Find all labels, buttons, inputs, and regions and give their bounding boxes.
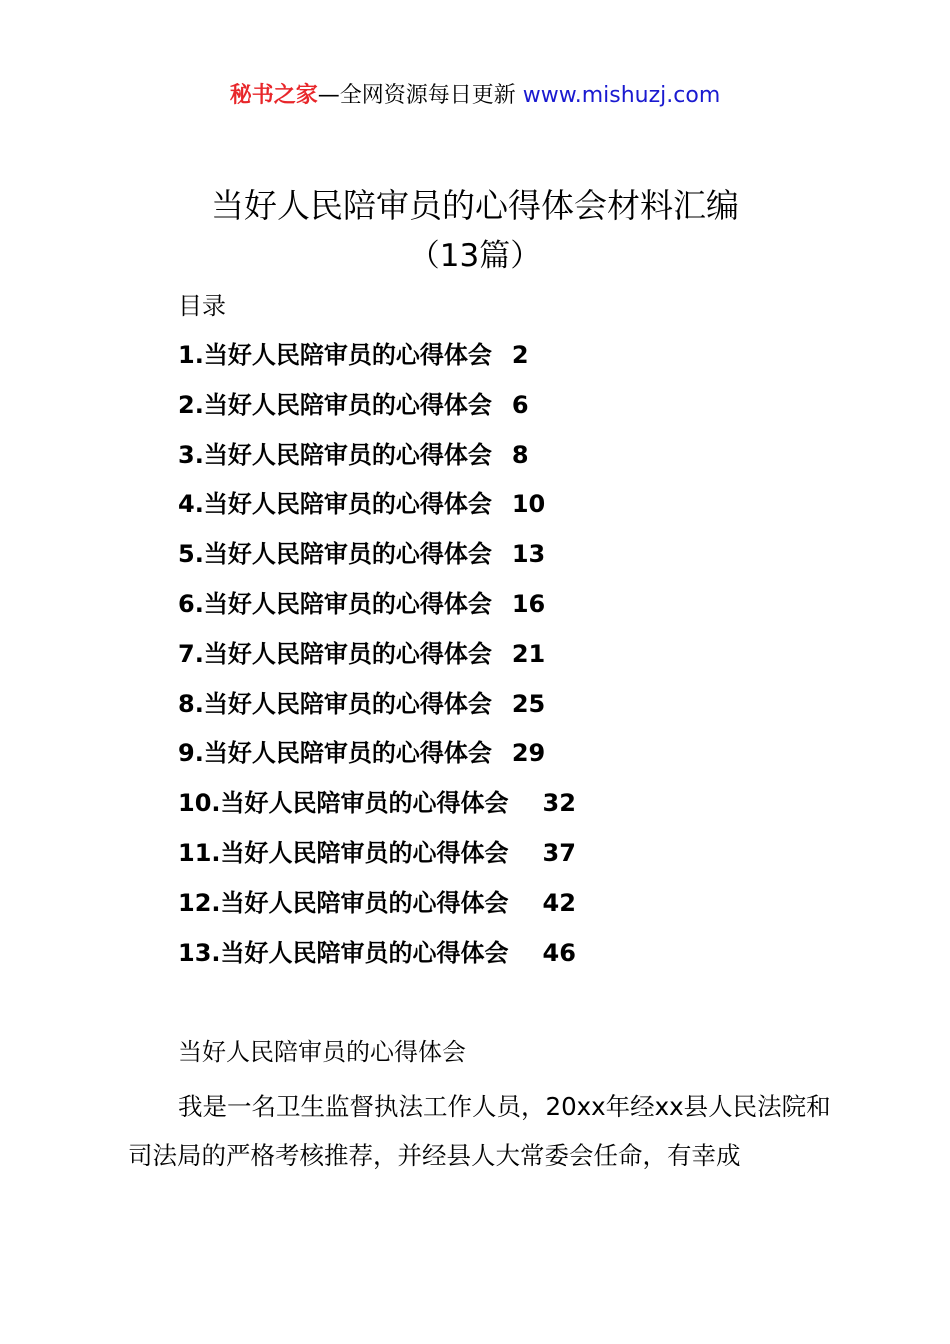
brand-name: 秘书之家 [229,83,318,108]
toc-entry-page: 16 [511,589,546,618]
document-title: 当好人民陪审员的心得体会材料汇编 [211,186,739,225]
toc-entry-page: 46 [542,938,576,967]
toc-entry-label: 13.当好人民陪审员的心得体会 [178,938,509,967]
toc-entry[interactable] [178,933,576,983]
site-url-link[interactable]: www.mishuzj.com [522,83,721,108]
toc-entry-page: 29 [511,739,546,768]
toc-entry-page: 6 [511,390,529,419]
toc-entry[interactable] [178,484,576,534]
toc-entry[interactable] [178,435,576,485]
toc-entry-label: 6.当好人民陪审员的心得体会 [178,589,492,618]
toc-entry-label: 8.当好人民陪审员的心得体会 [178,689,492,718]
toc-entry-label: 5.当好人民陪审员的心得体会 [178,540,492,569]
toc-entry-page: 37 [542,838,576,867]
toc-entry[interactable] [178,534,576,584]
toc-entry-label: 9.当好人民陪审员的心得体会 [178,739,492,768]
toc-entry[interactable] [178,584,576,634]
body-paragraph: 我是一名卫生监督执法工作人员，20xx年经xx县人民法院和司法局的严格考核推荐，并经县人大常委会任命，有幸成 [128,1092,831,1170]
header-slogan: —全网资源每日更新 [317,83,523,108]
toc-entry-label: 1.当好人民陪审员的心得体会 [178,341,492,369]
toc-entry[interactable] [178,335,576,385]
toc-entry-page: 8 [511,440,529,469]
site-header [0,80,950,112]
toc-entry[interactable] [178,385,576,435]
toc-entry[interactable] [178,684,576,734]
document-subtitle: （13篇） [408,238,542,274]
toc-entry-page: 42 [542,888,576,917]
toc-entry[interactable] [178,833,576,883]
toc-entry[interactable] [178,634,576,684]
section-title: 当好人民陪审员的心得体会 [178,1038,466,1066]
toc-entry-page: 32 [542,789,576,818]
toc-entry-label: 2.当好人民陪审员的心得体会 [178,390,492,419]
toc-entry-label: 7.当好人民陪审员的心得体会 [178,639,492,668]
toc-entry[interactable] [178,883,576,933]
toc-entry-label: 10.当好人民陪审员的心得体会 [178,789,509,818]
toc-entry-page: 25 [511,689,546,718]
toc-entry-label: 11.当好人民陪审员的心得体会 [178,838,509,867]
table-of-contents [178,335,576,982]
toc-entry-label: 12.当好人民陪审员的心得体会 [178,888,509,917]
toc-entry-label: 3.当好人民陪审员的心得体会 [178,440,492,469]
toc-entry[interactable] [178,733,576,783]
toc-entry-page: 13 [511,540,546,569]
toc-entry[interactable] [178,783,576,833]
toc-entry-page: 10 [511,490,546,519]
toc-heading: 目录 [178,292,226,320]
toc-entry-page: 2 [511,341,529,369]
toc-entry-page: 21 [511,639,546,668]
toc-entry-label: 4.当好人民陪审员的心得体会 [178,490,492,519]
